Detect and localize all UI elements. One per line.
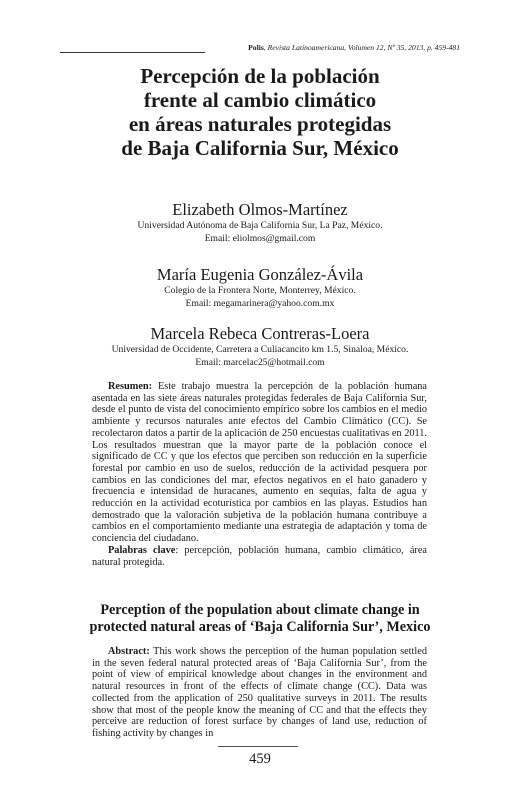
journal-name: Polis bbox=[248, 43, 264, 52]
abstract-paragraph bbox=[92, 646, 427, 740]
author-affiliation: Universidad de Occidente, Carretera a Culiacancito km 1.5, Sinaloa, México. bbox=[111, 344, 409, 355]
title-line: frente al cambio climático bbox=[143, 88, 377, 112]
english-title-line: Perception of the population about climate change in bbox=[100, 602, 420, 618]
resumen-label: Resumen: bbox=[108, 381, 153, 392]
resumen-paragraph bbox=[92, 381, 427, 545]
keywords-label: Palabras clave bbox=[108, 544, 176, 556]
footer-rule bbox=[218, 746, 298, 747]
english-title-line: protected natural areas of ‘Baja California Sur’, Mexico bbox=[89, 619, 431, 635]
author-name: Elizabeth Olmos-Martínez bbox=[172, 200, 348, 219]
author-email: Email: marcelac25@hotmail.com bbox=[195, 356, 325, 368]
title-line: de Baja California Sur, México bbox=[121, 136, 399, 160]
article-title bbox=[60, 64, 460, 160]
abstract-section bbox=[92, 646, 427, 740]
header-rule bbox=[60, 52, 205, 53]
abstract-label: Abstract: bbox=[108, 646, 150, 657]
author-affiliation: Universidad Autónoma de Baja California Sur, La Paz, México. bbox=[137, 220, 383, 231]
journal-volume-info: , Revista Latinoamericana, Volumen 12, Nº 35, 2013, p. 459-481 bbox=[263, 43, 460, 52]
page-number: 459 bbox=[249, 751, 271, 767]
running-header bbox=[60, 43, 460, 57]
keywords-paragraph bbox=[92, 545, 427, 568]
title-line: en áreas naturales protegidas bbox=[128, 112, 392, 136]
author-name: María Eugenia González-Ávila bbox=[156, 265, 364, 284]
resumen-text: Este trabajo muestra la percepción de la población humana asentada en las siete áreas naturales protegidas federales de Baja California Sur, desde el punto de vista del conocimiento empírico sobre los cambios en el medio ambiente y recursos naturales ante efectos del Cambio Climático (CC). Se recolectaron datos a partir de la aplicación de 250 encuestas cualitativas en 2011. Los resultados muestran que la mayor parte de la población conoce el significado de CC y que los efectos que perciben son reducción en la superficie forestal por cambio en uso de suelos, reducción de la actividad pesquera por cambios en las condiciones del mar, efectos negativos en el hato ganadero y frecuencia e intensidad de huracanes, aumento en sequías, falta de agua y reducción en la actividad ecoturística por cambios en las playas. Estudios han demostrado que la valoración subjetiva de la población humana contribuye a cambios en el comportamiento mediante una estrategia de adaptación y toma de conciencia del ciudadano. bbox=[92, 381, 427, 545]
author-block bbox=[60, 265, 460, 310]
english-title bbox=[60, 602, 460, 636]
author-block bbox=[60, 324, 460, 369]
author-affiliation: Colegio de la Frontera Norte, Monterrey, México. bbox=[164, 285, 356, 296]
keywords-text: : percepción, población humana, cambio climático, área natural protegida. bbox=[92, 544, 427, 568]
author-email: Email: eliolmos@gmail.com bbox=[204, 232, 316, 244]
resumen-section bbox=[92, 381, 427, 568]
title-line: Percepción de la población bbox=[140, 64, 380, 88]
journal-citation bbox=[248, 43, 460, 52]
abstract-text: This work shows the perception of the human population settled in the seven federal natural protected areas of ‘Baja California Sur’, from the point of view of empirical knowledge about changes in the environment and natural resources in front of the effects of climate change (CC). Data was collected from the application of 250 qualitative surveys in 2011. The results show that most of the people know the meaning of CC and that the effects they perceive are reduction of forest surface by changes of land use, reduction of fishing activity by changes in bbox=[92, 646, 427, 739]
author-name: Marcela Rebeca Contreras-Loera bbox=[150, 324, 370, 343]
author-block bbox=[60, 200, 460, 245]
author-email: Email: megamarinera@yahoo.com.mx bbox=[185, 297, 335, 309]
